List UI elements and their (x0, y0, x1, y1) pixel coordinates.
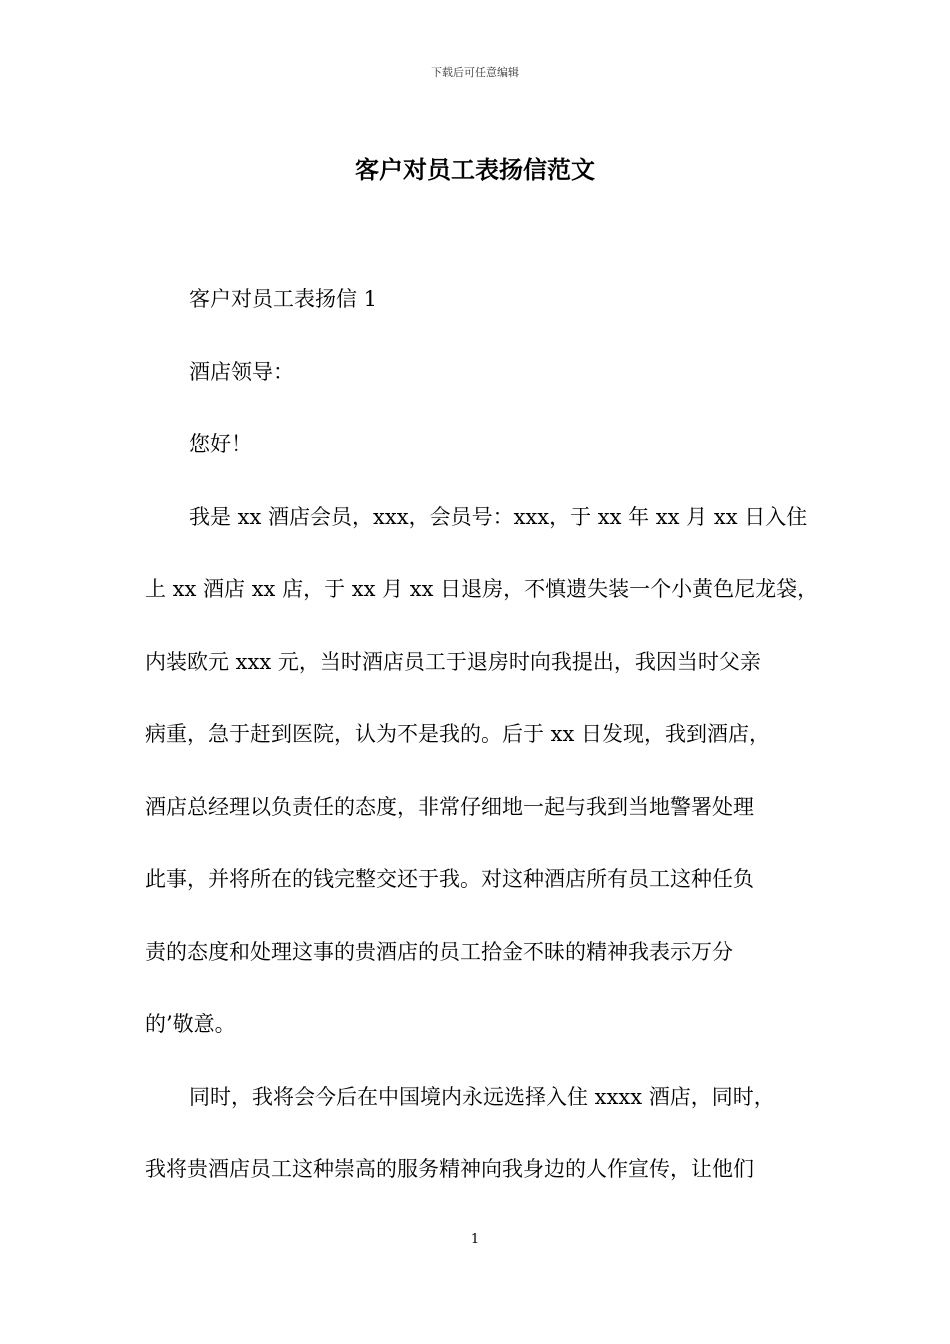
paragraph-line: 病重，急于赶到医院，认为不是我的。后于 xx 日发现，我到酒店， (145, 722, 771, 746)
paragraph-line: 我是 xx 酒店会员，xxx，会员号：xxx，于 xx 年 xx 月 xx 日入住 (189, 504, 808, 529)
salutation: 酒店领导： (189, 359, 294, 384)
section-heading: 客户对员工表扬信 1 (189, 287, 378, 311)
paragraph-line: 内装欧元 xxx 元，当时酒店员工于退房时向我提出，我因当时父亲 (145, 649, 761, 674)
paragraph-line: 我将贵酒店员工这种崇高的服务精神向我身边的人作宣传，让他们 (145, 1157, 754, 1181)
paragraph-line: 责的态度和处理这事的贵酒店的员工拾金不昧的精神我表示万分 (145, 939, 733, 964)
greeting: 您好！ (189, 432, 252, 456)
paragraph-line: 同时，我将会今后在中国境内永远选择入住 xxxx 酒店，同时， (189, 1084, 775, 1109)
document-body (145, 281, 819, 1224)
paragraph-line: 此事，并将所在的钱完整交还于我。对这种酒店所有员工这种任负 (145, 867, 754, 891)
paragraph-line: 的’敬意。 (145, 1012, 236, 1036)
paragraph-line: 酒店总经理以负责任的态度，非常仔细地一起与我到当地警署处理 (145, 794, 754, 819)
page-number: 1 (470, 1232, 480, 1247)
header-note: 下载后可任意编辑 (431, 66, 519, 79)
paragraph-line: 上 xx 酒店 xx 店，于 xx 月 xx 日退房，不慎遗失装一个小黄色尼龙袋， (145, 577, 819, 601)
document-title: 客户对员工表扬信范文 (355, 155, 595, 184)
